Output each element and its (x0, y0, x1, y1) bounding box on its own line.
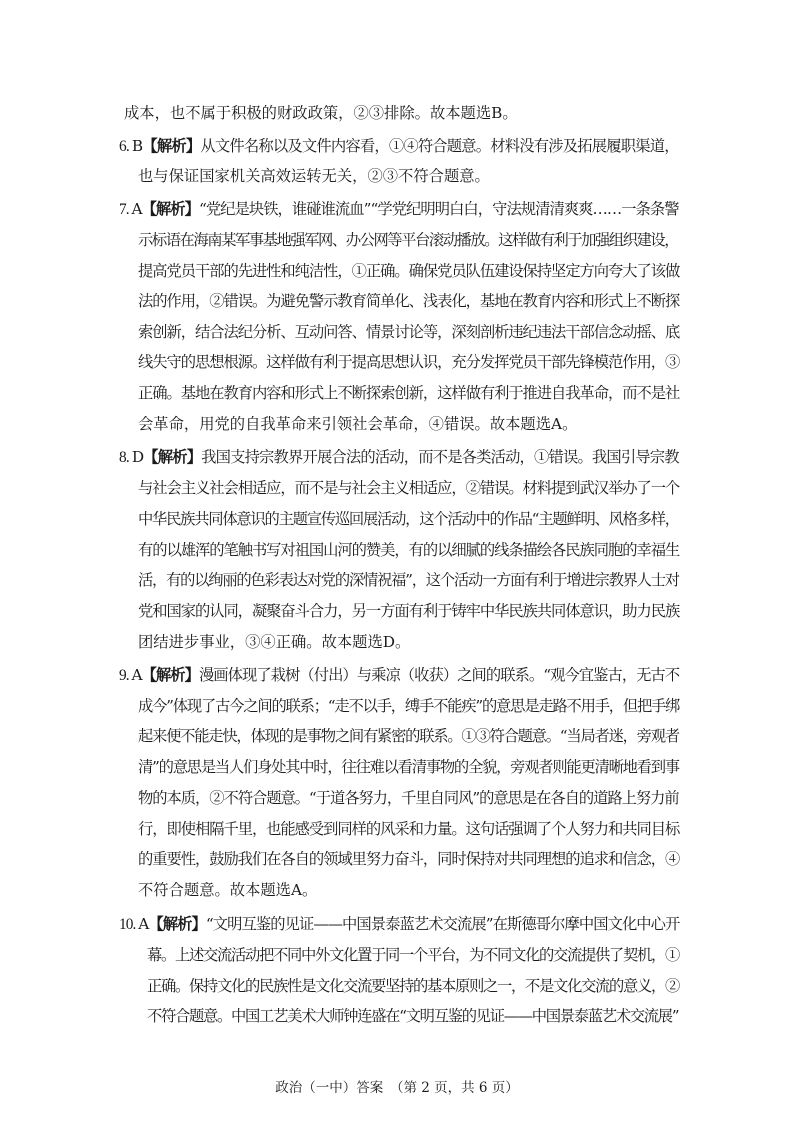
answer-line: 不符合题意。中国工艺美术大师钟连盛在“文明互鉴的见证——中国景泰蓝艺术交流展” (147, 1007, 679, 1025)
page-footer: 政治（一中）答案 （第 2 页，共 6 页） (275, 1080, 519, 1096)
continuation-line: 成本，也不属于积极的财政政策，②③排除。故本题选B。 (124, 104, 518, 122)
analysis-tag: 【解析】 (142, 137, 201, 155)
answer-text: 漫画体现了栽树（付出）与乘凉（收获）之间的联系。“观今宜鉴古，无古不 (198, 666, 680, 684)
answer-line: 中华民族共同体意识的主题宣传巡回展活动，这个活动中的作品“主题鲜明、风格多样， (138, 510, 679, 528)
answer-line: 也与保证国家机关高效运转无关，②③不符合题意。 (138, 167, 490, 185)
answer-line: 正确。保持文化的民族性是文化交流要坚持的基本原则之一，不是文化交流的意义，② (147, 977, 679, 995)
answer-number: 8. (119, 449, 132, 466)
answer-line: 有的以雄浑的笔触书写对祖国山河的赞美，有的以细腻的线条描绘各民族同胞的幸福生 (138, 541, 680, 559)
answer-line: 与社会主义社会相适应，而不是与社会主义相适应，②错误。材料提到武汉举办了一个 (138, 479, 680, 497)
answer-choice: A (131, 200, 142, 218)
answer-choice: A (138, 915, 149, 933)
answer-line: 提高党员干部的先进性和纯洁性，①正确。确保党员队伍建设保持坚定方向夸大了该做 (138, 262, 680, 280)
answer-line: 清”的意思是当人们身处其中时，往往难以看清事物的全貌，旁观者则能更清晰地看到事 (138, 758, 679, 776)
answer-number: 7. (119, 201, 132, 218)
answer-text: 我国支持宗教界开展合法的活动，而不是各类活动，①错误。我国引导宗教 (201, 448, 679, 466)
answer-choice: B (131, 137, 143, 155)
analysis-tag: 【解析】 (148, 915, 206, 933)
answer-line (119, 198, 679, 221)
answer-line: 行，即使相隔千里，也能感受到同样的风采和力量。这句话强调了个人努力和共同目标 (138, 820, 680, 838)
answer-line: 成今”体现了古今之间的联系；“走不以手，缚手不能疾”的意思是走路不用手，但把手绑 (138, 697, 680, 715)
answer-line: 的重要性，鼓励我们在各自的领域里努力奋斗，同时保持对共同理想的追求和信念，④ (138, 850, 680, 868)
answer-line: 不符合题意。故本题选A。 (138, 881, 318, 899)
answer-line: 法的作用，②错误。为避免警示教育简单化、浅表化，基地在教育内容和形式上不断探 (138, 292, 680, 310)
answer-line (119, 446, 679, 469)
answer-line: 示标语在海南某军事基地强军网、办公网等平台滚动播放。这样做有利于加强组织建设， (138, 231, 679, 249)
answer-line: 物的本质，②不符合题意。“于道各努力，千里自同风”的意思是在各自的道路上努力前 (138, 789, 679, 807)
answer-number: 10. (119, 916, 139, 933)
answer-number: 9. (119, 667, 132, 684)
answer-line: 团结进步事业，③④正确。故本题选D。 (138, 633, 411, 651)
answer-choice: D (131, 448, 144, 466)
answer-line (119, 135, 679, 158)
answer-line: 线失守的思想根源。这样做有利于提高思想认识，充分发挥党员干部先锋模范作用，③ (138, 353, 680, 371)
answer-text: “党纪是块铁，谁碰谁流血”“学党纪明明白白，守法规清清爽爽……一条条警 (198, 200, 679, 218)
answer-text: 从文件名称以及文件内容看，①④符合题意。材料没有涉及拓展履职渠道， (200, 137, 679, 155)
answer-number: 6. (119, 138, 132, 155)
analysis-tag: 【解析】 (143, 448, 202, 466)
answer-choice: A (131, 666, 142, 684)
answer-line: 索创新，结合法纪分析、互动问答、情景讨论等，深刻剖析违纪违法干部信念动摇、底 (138, 323, 680, 341)
answer-text: “文明互鉴的见证——中国景泰蓝艺术交流展”在斯德哥尔摩中国文化中心开 (205, 915, 680, 933)
answer-line: 正确。基地在教育内容和形式上不断探索创新，这样做有利于推进自我革命，而不是社 (138, 384, 680, 402)
analysis-tag: 【解析】 (141, 200, 199, 218)
answer-line (119, 913, 679, 936)
analysis-tag: 【解析】 (141, 666, 199, 684)
answer-line: 党和国家的认同，凝聚奋斗合力，另一方面有利于铸牢中华民族共同体意识，助力民族 (138, 602, 680, 620)
answer-line: 会革命，用党的自我革命来引领社会革命，④错误。故本题选A。 (138, 415, 578, 433)
answer-line (119, 664, 679, 687)
answer-line: 活，有的以绚丽的色彩表达对党的深情祝福”，这个活动一方面有利于增进宗教界人士对 (138, 571, 679, 589)
answer-line: 幕。上述交流活动把不同中外文化置于同一个平台，为不同文化的交流提供了契机，① (147, 946, 679, 964)
answer-line: 起来便不能走快，体现的是事物之间有紧密的联系。①③符合题意。“当局者迷，旁观者 (138, 727, 679, 745)
